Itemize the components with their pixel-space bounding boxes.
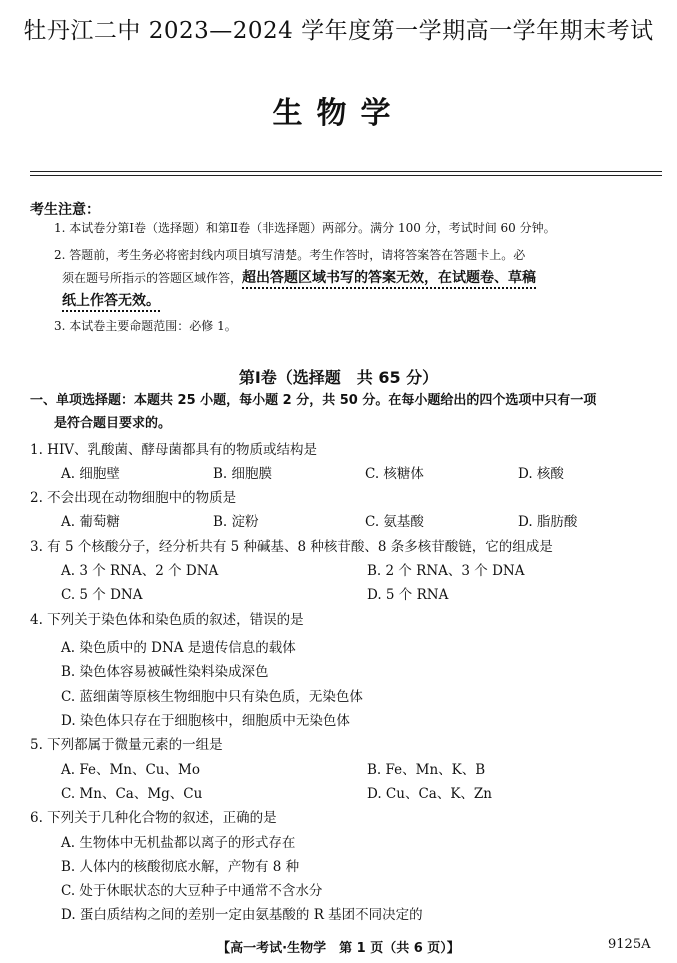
question-1-option-b: B. 细胞膜 — [213, 466, 273, 482]
question-4-stem: 4. 下列关于染色体和染色质的叙述，错误的是 — [30, 612, 304, 628]
notice-item-2-plain-text: 须在题号所指示的答题区域作答， — [62, 271, 243, 285]
section-instruction-line-1: 一、单项选择题：本题共 25 小题，每小题 2 分，共 50 分。在每小题给出的四个选项中只有一项 — [30, 393, 597, 408]
question-2-option-b: B. 淀粉 — [213, 514, 259, 530]
page-footer: 【高一考试·生物学 第 1 页（共 6 页）】 — [217, 941, 460, 956]
paper-code: 9125A — [608, 937, 651, 952]
question-2-stem: 2. 不会出现在动物细胞中的物质是 — [30, 490, 237, 506]
notice-item-2-line-1: 2. 答题前，考生务必将密封线内项目填写清楚。考生作答时，请将答案答在答题卡上。必 — [54, 248, 526, 262]
question-3-option-d: D. 5 个 RNA — [367, 587, 449, 603]
header-divider-bottom — [30, 175, 662, 176]
notice-item-1: 1. 本试卷分第Ⅰ卷（选择题）和第Ⅱ卷（非选择题）两部分。满分 100 分，考试时间 60 分钟。 — [54, 221, 556, 235]
notice-item-2-emphasis: 超出答题区域书写的答案无效，在试题卷、草稿 — [242, 270, 537, 286]
question-1-option-c: C. 核糖体 — [365, 466, 424, 482]
question-1-stem: 1. HIV、乳酸菌、酵母菌都具有的物质或结构是 — [30, 442, 318, 458]
question-2-option-d: D. 脂肪酸 — [518, 514, 578, 530]
notice-item-2-line-2 — [62, 270, 674, 286]
question-5-option-b: B. Fe、Mn、K、B — [367, 762, 486, 778]
question-3-option-b: B. 2 个 RNA、3 个 DNA — [367, 563, 525, 579]
section-instruction-line-2: 是符合题目要求的。 — [54, 416, 172, 431]
question-3-option-c: C. 5 个 DNA — [61, 587, 143, 603]
question-4-option-a: A. 染色质中的 DNA 是遗传信息的载体 — [61, 640, 296, 656]
question-4-option-b: B. 染色体容易被碱性染料染成深色 — [61, 664, 269, 680]
header-divider-top — [30, 171, 662, 172]
notice-item-3: 3. 本试卷主要命题范围：必修 1。 — [54, 319, 237, 333]
section-title: 第Ⅰ卷（选择题 共 65 分） — [238, 368, 439, 387]
question-4-option-d: D. 染色体只存在于细胞核中，细胞质中无染色体 — [61, 713, 350, 729]
question-3-stem: 3. 有 5 个核酸分子，经分析共有 5 种碱基、8 种核苷酸、8 条多核苷酸链，它的组成是 — [30, 539, 553, 555]
question-6-option-d: D. 蛋白质结构之间的差别一定由氨基酸的 R 基团不同决定的 — [61, 907, 423, 923]
exam-title: 牡丹江二中 2023—2024 学年度第一学期高一学年期末考试 — [23, 18, 654, 44]
question-3-option-a: A. 3 个 RNA、2 个 DNA — [61, 563, 219, 579]
question-6-option-a: A. 生物体中无机盐都以离子的形式存在 — [61, 835, 296, 851]
subject-title: 生物学 — [272, 96, 405, 131]
question-1-option-d: D. 核酸 — [518, 466, 564, 482]
question-2-option-a: A. 葡萄糖 — [61, 514, 120, 530]
question-6-stem: 6. 下列关于几种化合物的叙述，正确的是 — [30, 810, 277, 826]
question-5-option-a: A. Fe、Mn、Cu、Mo — [61, 762, 200, 778]
question-6-option-b: B. 人体内的核酸彻底水解，产物有 8 种 — [61, 859, 300, 875]
question-5-stem: 5. 下列都属于微量元素的一组是 — [30, 737, 223, 753]
question-5-option-c: C. Mn、Ca、Mg、Cu — [61, 786, 203, 802]
question-1-option-a: A. 细胞壁 — [61, 466, 120, 482]
question-2-option-c: C. 氨基酸 — [365, 514, 424, 530]
notice-item-2-line-3 — [62, 293, 674, 309]
question-5-option-d: D. Cu、Ca、K、Zn — [367, 786, 492, 802]
question-6-option-c: C. 处于休眠状态的大豆种子中通常不含水分 — [61, 883, 323, 899]
question-4-option-c: C. 蓝细菌等原核生物细胞中只有染色质，无染色体 — [61, 689, 363, 705]
notice-item-2-emphasis-end: 纸上作答无效。 — [62, 293, 160, 309]
notice-heading: 考生注意： — [30, 202, 100, 218]
